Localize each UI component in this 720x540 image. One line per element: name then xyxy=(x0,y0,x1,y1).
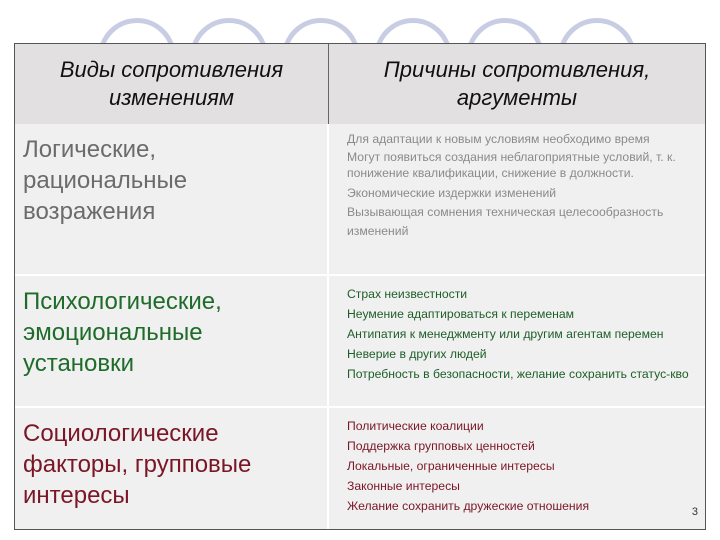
reason-item: Политические коалиции xyxy=(347,419,484,433)
reason-item: Могут появиться создания неблагоприятные условий, т. к. понижение квалификации, снижение в должности. xyxy=(347,150,676,180)
reason-item: Локальные, ограниченные интересы xyxy=(347,459,555,473)
header-reasons: Причины сопротивления, аргументы xyxy=(383,57,651,110)
reason-item: Вызывающая сомнения техническая целесообразность изменений xyxy=(347,205,664,238)
reasons-list xyxy=(329,276,705,406)
table-header-row xyxy=(15,44,705,125)
reason-item: Желание сохранить дружеские отношения xyxy=(347,499,590,513)
reason-item: Неумение адаптироваться к переменам xyxy=(347,307,575,321)
resistance-table xyxy=(14,43,706,530)
resistance-type: Логические, рациональные возражения xyxy=(15,124,329,274)
reason-item: Экономические издержки изменений xyxy=(347,186,557,200)
reason-item: Антипатия к менеджменту или другим агентам перемен xyxy=(347,327,664,341)
reason-item: Поддержка групповых ценностей xyxy=(347,439,535,453)
table-row xyxy=(15,408,705,529)
reasons-list xyxy=(329,408,705,529)
table-row xyxy=(15,124,705,276)
reasons-list xyxy=(329,124,705,274)
reason-item: Страх неизвестности xyxy=(347,287,468,301)
resistance-type: Психологические, эмоциональные установки xyxy=(15,276,329,406)
table-row xyxy=(15,276,705,408)
resistance-type: Социологические факторы, групповые интересы xyxy=(15,408,329,529)
header-types: Виды сопротивления изменениям xyxy=(15,44,329,124)
page-number: 3 xyxy=(691,506,698,518)
reason-item: Для адаптации к новым условиям необходимо время xyxy=(347,132,650,146)
reason-item: Неверие в других людей xyxy=(347,347,487,361)
reason-item: Законные интересы xyxy=(347,479,460,493)
reason-item: Потребность в безопасности, желание сохранить статус-кво xyxy=(347,367,689,381)
